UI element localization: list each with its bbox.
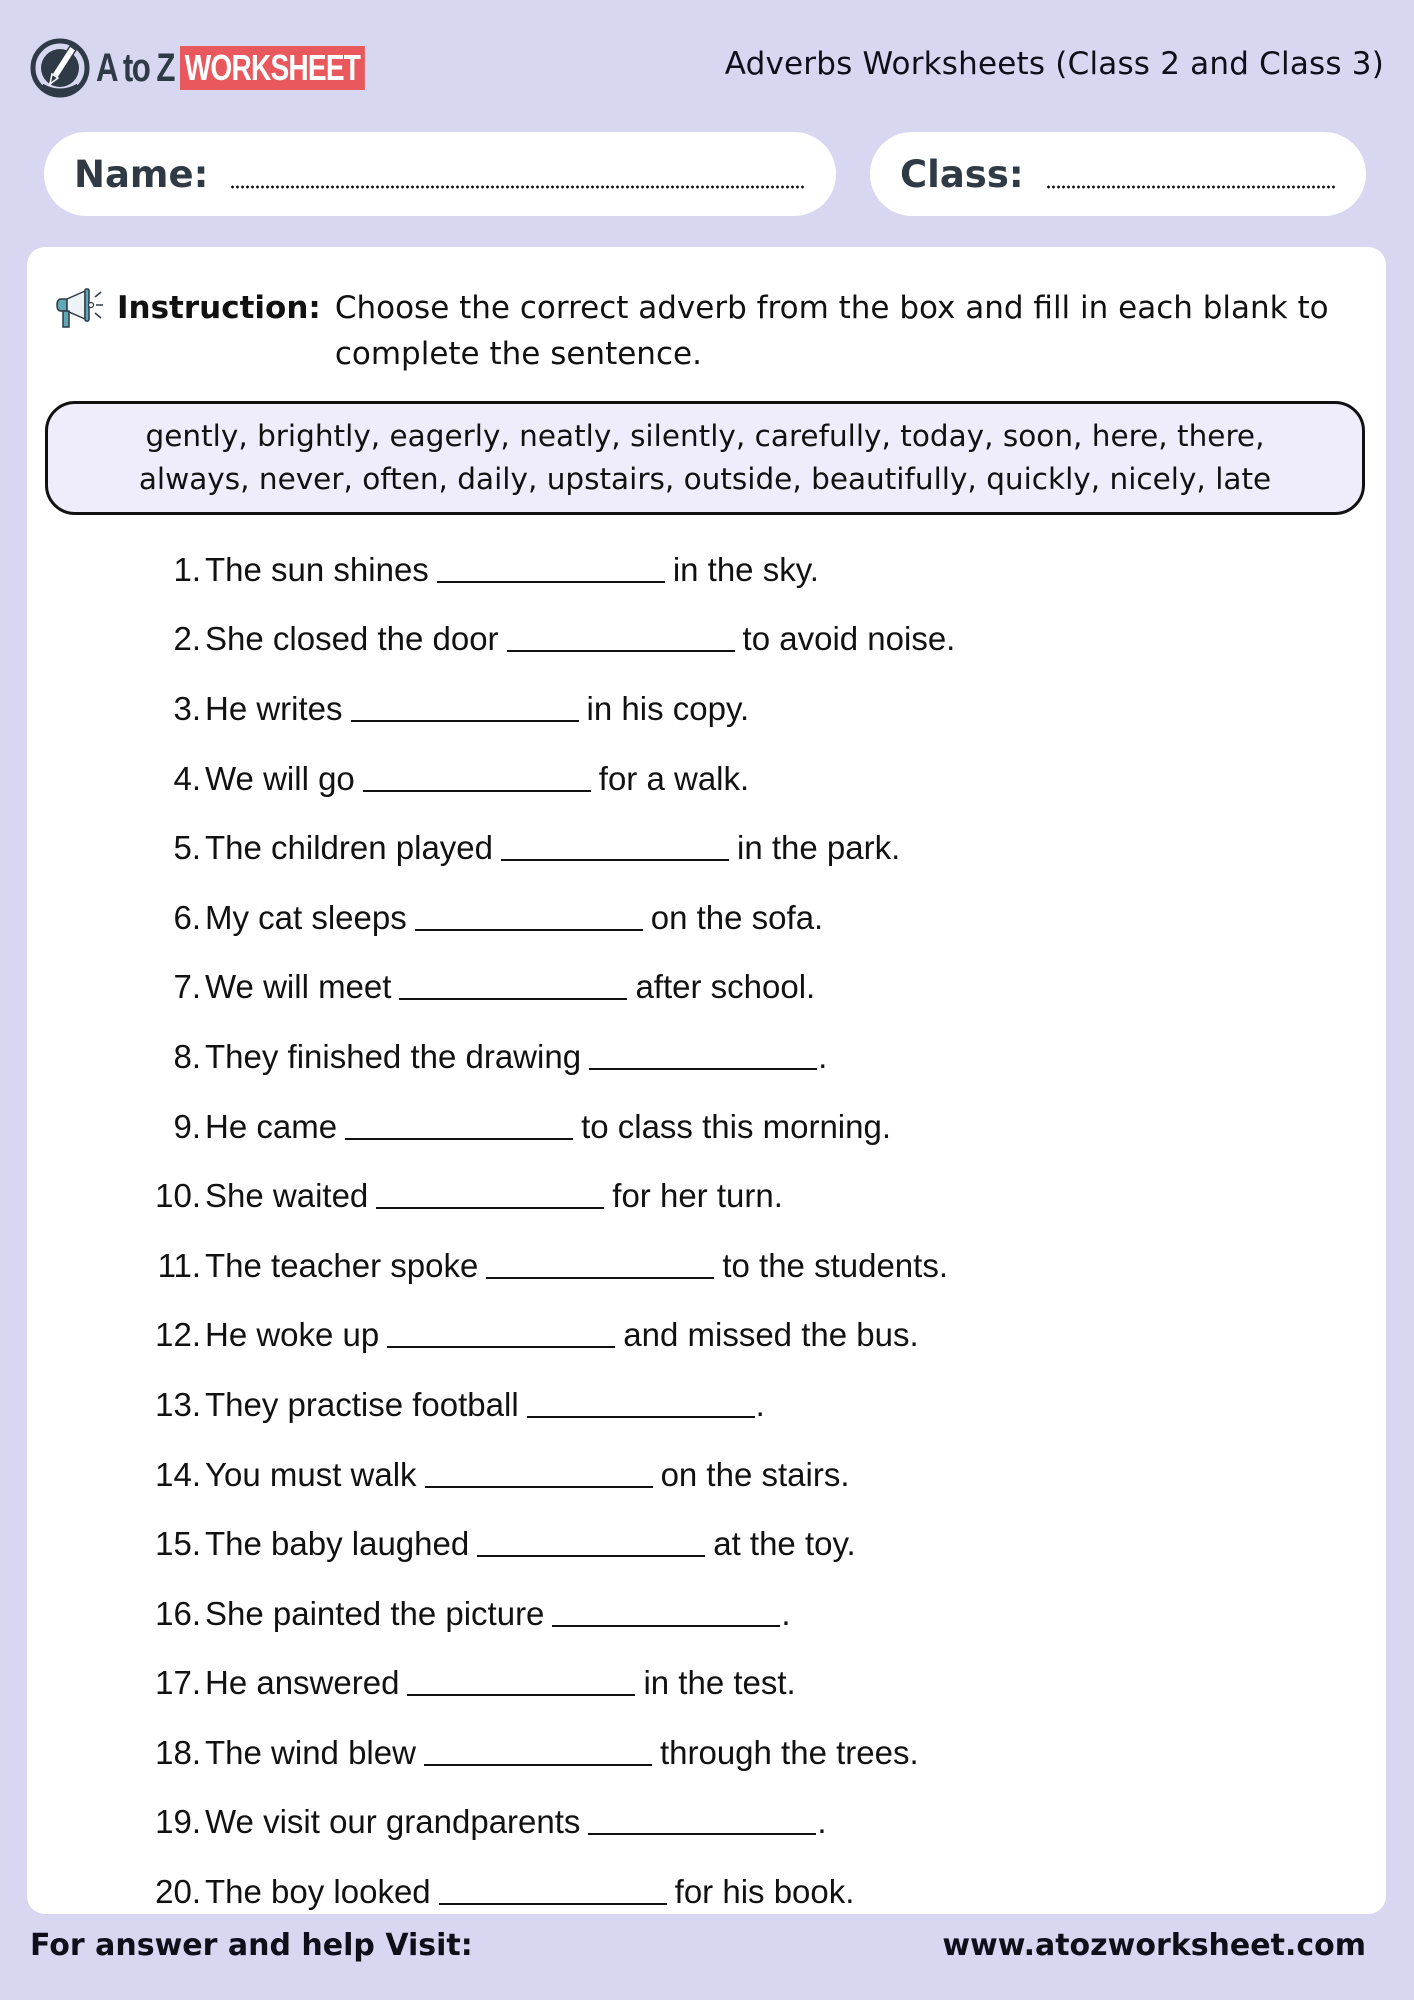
- question-number: 20.: [155, 1873, 201, 1911]
- question-text-after: on the stairs.: [660, 1455, 850, 1493]
- question-item: [27, 1440, 1386, 1510]
- class-field[interactable]: [870, 132, 1366, 216]
- question-item: [27, 1092, 1386, 1162]
- instruction: [55, 285, 1346, 377]
- name-dotted-line[interactable]: [230, 185, 806, 189]
- question-text-after: for his book.: [674, 1873, 855, 1911]
- question-text-before: He woke up: [205, 1316, 380, 1354]
- question-item: [27, 1370, 1386, 1440]
- question-text-after: .: [755, 1385, 765, 1423]
- question-text-after: in his copy.: [586, 689, 750, 727]
- question-number: 14.: [155, 1455, 201, 1493]
- question-number: 6.: [173, 898, 201, 936]
- question-text-after: in the park.: [737, 829, 901, 867]
- question-text-before: He writes: [205, 689, 343, 727]
- question-text-after: at the toy.: [713, 1525, 856, 1563]
- answer-blank[interactable]: [589, 1044, 817, 1070]
- question-text-before: They finished the drawing: [205, 1037, 582, 1075]
- question-number: 9.: [173, 1107, 201, 1145]
- question-text-after: after school.: [635, 968, 816, 1006]
- footer-website-link[interactable]: www.atozworksheet.com: [942, 1928, 1366, 1963]
- question-item: [27, 1231, 1386, 1301]
- class-label: Class:: [900, 152, 1024, 196]
- answer-blank[interactable]: [424, 1740, 652, 1766]
- question-text-after: .: [817, 1803, 827, 1841]
- question-item: [27, 1718, 1386, 1788]
- question-text-before: She closed the door: [205, 620, 499, 658]
- question-number: 5.: [173, 829, 201, 867]
- question-text-before: You must walk: [205, 1455, 417, 1493]
- answer-blank[interactable]: [399, 974, 627, 1000]
- answer-blank[interactable]: [588, 1809, 816, 1835]
- answer-blank[interactable]: [376, 1183, 604, 1209]
- question-number: 17.: [155, 1664, 201, 1702]
- question-item: [27, 1022, 1386, 1092]
- worksheet-title: Adverbs Worksheets (Class 2 and Class 3): [724, 46, 1384, 82]
- word-bank: [45, 401, 1365, 515]
- answer-blank[interactable]: [345, 1114, 573, 1140]
- question-text-before: The boy looked: [205, 1873, 431, 1911]
- question-text-after: for her turn.: [612, 1177, 783, 1215]
- question-text-before: The baby laughed: [205, 1525, 470, 1563]
- question-text-before: We visit our grandparents: [205, 1803, 581, 1841]
- word-bank-line-1: gently, brightly, eagerly, neatly, silently, carefully, today, soon, here, there,: [145, 419, 1265, 453]
- question-number: 1.: [173, 550, 201, 588]
- question-item: [27, 535, 1386, 605]
- logo-text: A to Z: [96, 45, 174, 90]
- question-text-after: to avoid noise.: [742, 620, 956, 658]
- question-number: 3.: [173, 689, 201, 727]
- pen-nib-logo-icon: [30, 38, 90, 98]
- question-text-after: to class this morning.: [581, 1107, 892, 1145]
- question-text-after: in the sky.: [672, 550, 819, 588]
- answer-blank[interactable]: [507, 626, 735, 652]
- answer-blank[interactable]: [552, 1601, 780, 1627]
- question-text-before: He answered: [205, 1664, 400, 1702]
- answer-blank[interactable]: [415, 905, 643, 931]
- question-item: [27, 1857, 1386, 1927]
- question-item: [27, 883, 1386, 953]
- question-text-after: .: [818, 1037, 828, 1075]
- question-text-before: She painted the picture: [205, 1594, 545, 1632]
- name-label: Name:: [74, 152, 209, 196]
- question-number: 8.: [173, 1037, 201, 1075]
- answer-blank[interactable]: [425, 1462, 653, 1488]
- question-text-after: in the test.: [643, 1664, 796, 1702]
- question-text-before: We will meet: [205, 968, 392, 1006]
- question-text-after: on the sofa.: [650, 898, 824, 936]
- question-text-before: We will go: [205, 759, 355, 797]
- question-item: [27, 1579, 1386, 1649]
- question-text-before: The teacher spoke: [205, 1246, 479, 1284]
- instruction-label: Instruction:: [117, 290, 321, 326]
- question-number: 13.: [155, 1385, 201, 1423]
- question-number: 18.: [155, 1733, 201, 1771]
- answer-blank[interactable]: [407, 1670, 635, 1696]
- instruction-text: Choose the correct adverb from the box and fill in each blank to complete the sentence.: [334, 290, 1329, 372]
- question-text-after: for a walk.: [598, 759, 750, 797]
- question-number: 15.: [155, 1525, 201, 1563]
- answer-blank[interactable]: [437, 557, 665, 583]
- question-number: 12.: [155, 1316, 201, 1354]
- answer-blank[interactable]: [387, 1322, 615, 1348]
- class-dotted-line[interactable]: [1046, 185, 1336, 189]
- question-item: [27, 813, 1386, 883]
- question-text-before: My cat sleeps: [205, 898, 407, 936]
- answer-blank[interactable]: [486, 1253, 714, 1279]
- question-text-after: to the students.: [722, 1246, 948, 1284]
- megaphone-icon: [55, 287, 105, 331]
- question-text-before: The children played: [205, 829, 494, 867]
- answer-blank[interactable]: [363, 766, 591, 792]
- question-item: [27, 1301, 1386, 1371]
- word-bank-line-2: always, never, often, daily, upstairs, outside, beautifully, quickly, nicely, late: [138, 462, 1272, 496]
- answer-blank[interactable]: [477, 1531, 705, 1557]
- question-number: 19.: [155, 1803, 201, 1841]
- question-text-after: through the trees.: [659, 1733, 919, 1771]
- question-number: 16.: [155, 1594, 201, 1632]
- question-text-before: The wind blew: [205, 1733, 416, 1771]
- question-number: 4.: [173, 759, 201, 797]
- question-number: 7.: [173, 968, 201, 1006]
- question-item: [27, 953, 1386, 1023]
- question-number: 10.: [155, 1177, 201, 1215]
- answer-blank[interactable]: [527, 1392, 755, 1418]
- question-text-before: The sun shines: [205, 550, 429, 588]
- question-item: [27, 1509, 1386, 1579]
- question-item: [27, 1649, 1386, 1719]
- answer-blank[interactable]: [501, 835, 729, 861]
- answer-blank[interactable]: [439, 1879, 667, 1905]
- question-text-before: They practise football: [205, 1385, 519, 1423]
- question-text-before: She waited: [205, 1177, 369, 1215]
- worksheet-card: [27, 247, 1386, 1914]
- question-item: [27, 744, 1386, 814]
- question-item: [27, 674, 1386, 744]
- answer-blank[interactable]: [351, 696, 579, 722]
- question-number: 2.: [173, 620, 201, 658]
- question-text-after: .: [781, 1594, 791, 1632]
- question-item: [27, 605, 1386, 675]
- logo-highlight: WORKSHEET: [180, 46, 365, 90]
- question-list: [27, 535, 1386, 1927]
- question-item: [27, 1161, 1386, 1231]
- question-item: [27, 1788, 1386, 1858]
- question-number: 11.: [157, 1246, 201, 1284]
- name-field[interactable]: [44, 132, 836, 216]
- site-logo[interactable]: [30, 38, 417, 98]
- footer-help-text: For answer and help Visit:: [30, 1928, 473, 1963]
- question-text-before: He came: [205, 1107, 338, 1145]
- question-text-after: and missed the bus.: [623, 1316, 919, 1354]
